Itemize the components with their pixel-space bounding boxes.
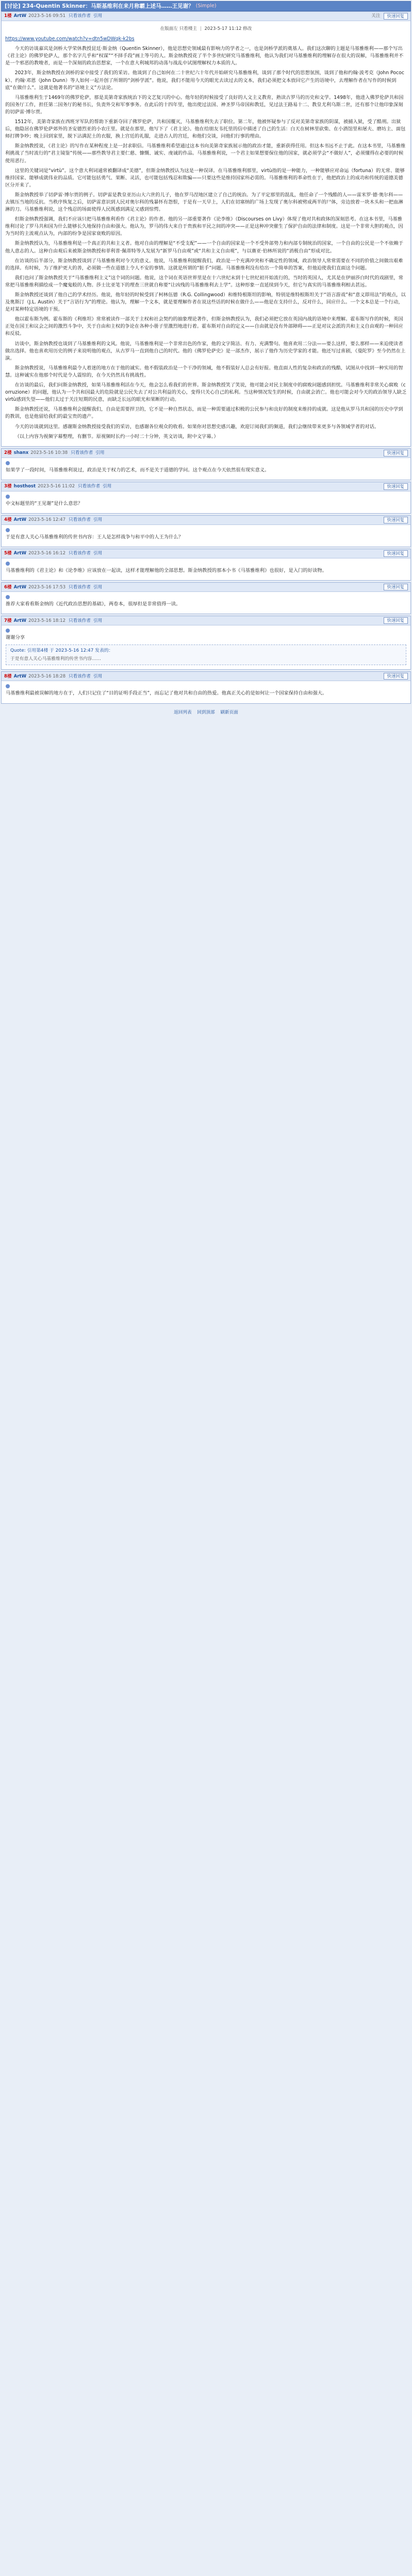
post-status-icon (6, 495, 10, 499)
reply-text: 马基雅维利的《君主论》和《论李维》应该放在一起读，这样才能理解他的全部思想。斯金纳教授的那本小书《马基雅维利》也很好，是入门的好读物。 (6, 567, 327, 573)
reply-post (1, 448, 411, 480)
only-author-link[interactable]: 只看该作者 (78, 484, 101, 489)
post-author[interactable]: ArtW (13, 618, 27, 623)
post-status-icon (6, 562, 10, 566)
post-content (5, 45, 407, 440)
post-body (2, 558, 410, 580)
refresh-link[interactable]: 刷新页面 (220, 709, 238, 715)
post-timestamp: 2023-5-16 09:51 (28, 13, 66, 19)
quote-head: Quote: 引用第4楼 于 2023-5-16 12:47 发表的： (10, 648, 113, 654)
post-icon-row (6, 461, 406, 465)
thread-title-bar (1, 1, 411, 11)
reply-post (1, 616, 411, 670)
post-header (2, 482, 410, 492)
post-paragraph: 访谈中，斯金纳教授也谈到了马基雅维利的文风。他说，马基雅维利是一个非常出色的作家，他的文字简洁、有力、充满警句。他喜欢用二分法——要么这样，要么那样——来迫使读者做出选择。他也喜欢用历史的例子来说明他的观点，从古罗马一直到他自己的时代。他的《佛罗伦萨史》是一部杰作，展示了他作为历史学家的才能。他还写过喜剧，《曼陀罗》至今仍然在上演。 (5, 341, 406, 361)
video-link[interactable]: https://www.youtube.com/watch?v=dtn5wDWqk-k2bs (5, 36, 135, 42)
post-meta: 在版面左 只看楼主 | 2023-5-17 11:12 修改 (160, 26, 252, 31)
quote-link[interactable]: 引用 (95, 450, 105, 456)
post-body (2, 681, 410, 703)
reply-post (1, 482, 411, 514)
only-author-link[interactable]: 只看该作者 (69, 618, 91, 623)
post-author[interactable]: ArtW (13, 13, 27, 19)
follow-link[interactable]: 关注 (371, 13, 381, 19)
post-header (2, 672, 410, 681)
reply-list (1, 448, 411, 704)
thread-container (1, 1, 411, 718)
post-author[interactable]: ArtW (13, 551, 27, 556)
post-floor-number: 5楼 (4, 551, 12, 556)
reply-post (1, 671, 411, 703)
reply-text: 如果学了一段时间，马基雅维利说过，政治是关于权力的艺术，而不是关于道德的学问。这个观点在今天依然很有现实意义。 (6, 467, 270, 473)
post-paragraph: 1512年，美第奇家族在西班牙军队的帮助下重新夺回了佛罗伦萨，共和国覆灭，马基雅维利失去了职位。第二年，他被怀疑参与了反对美第奇家族的阴谋，被捕入狱，受了酷刑。出狱后，他隐居在佛罗伦萨郊外的圣安德烈亚的小农庄里。就是在那里，他写下了《君主论》。他在给朋友韦托里的信中描述了自己的生活：白天在树林里砍柴、在小酒馆里和屠夫、磨坊主、面包师打牌争吵；晚上回到家里，脱下沾满泥土的衣服，换上宫廷的礼服，走进古人的宫廷，和他们交谈，问他们行事的理由。 (5, 119, 406, 140)
post-timestamp: 2023-5-16 10:38 (30, 450, 68, 456)
reply-post (1, 515, 411, 547)
post-timestamp: 2023-5-16 18:28 (28, 673, 66, 679)
post-paragraph: 在访谈的最后，我们问斯金纳教授，如果马基雅维利活在今天，他会怎么看我们的世界。斯金纳教授笑了笑说，他可能会对民主制度中的腐败问题感到担忧。马基雅维利非常关心腐败（corruzione）的问题，他认为一个共和国最大的危险就是公民失去了对公共利益的关心，变得只关心自己的私利。当这种情况发生的时候，自由就会消亡。他也可能会对今天的政治领导人缺乏virtù感到失望——他们太过于关注短期的民意，而缺乏长远的眼光和果断的行动。 (5, 382, 407, 403)
quote-link[interactable]: 引用 (93, 618, 103, 623)
post-author[interactable]: shanx (13, 450, 29, 456)
reply-text: 谢谢分享 (6, 635, 25, 641)
post-body (2, 525, 410, 547)
post-meta-edited: 2023-5-17 11:12 修改 (204, 26, 252, 31)
quote-link[interactable]: 引用 (103, 484, 112, 489)
post-status-icon (6, 461, 10, 465)
post-paragraph: 斯金纳教授还说，马基雅维利会提醒我们，自由是需要捍卫的，它不是一种自然状态，而是一种需要通过积极的公民参与和良好的制度来维持的成就。这是他从罗马共和国的历史中学到的教训，也是他留给我们的最宝贵的遗产。 (5, 406, 403, 420)
post-paragraph: 斯金纳教授说，《君主论》的写作在某种程度上是一封求职信。马基雅维利希望通过这本书向美第奇家族展示他的政治才能，重新获得任用。但这本书远不止于此。在这本书里，马基雅维利挑战了当时流行的“君主镜鉴”传统——那些教导君主要仁慈、慷慨、诚实、虔诚的作品。马基雅维利说，一个君主如果想要保住他的国家，就必须学会“不做好人”，必须懂得在必要的时候使用恶行。 (5, 143, 406, 164)
post-floor-number: 7楼 (4, 618, 12, 623)
post-status-icon (6, 595, 10, 599)
post-floor-number: 1楼 (4, 13, 12, 19)
post-paragraph: 斯金纳教授举了切萨雷·博尔贾的例子。切萨雷是教皇亚历山大六世的儿子，他在罗马涅地区建立了自己的统治。为了平定那里的混乱，他任命了一个残酷的人——雷米罗·德·奥尔科——去镇压当地的反抗。当秩序恢复之后，切萨雷意识到人民对奥尔科的残暴怀有怨恨，于是有一天早上，人们在切塞纳的广场上发现了奥尔科被劈成两半的尸体，旁边放着一块木头和一把血淋淋的刀。马基雅维利说，这个残忍的场面使得人民既感到满足又感到惊愕。 (5, 192, 403, 213)
post-timestamp: 2023-5-16 18:12 (28, 618, 66, 623)
quick-reply-button[interactable]: 快速回复 (384, 13, 408, 20)
post-paragraph: 我们也问了斯金纳教授关于“马基雅维利主义”这个词的问题。他说，这个词在英语世界里是在十六世纪末到十七世纪初开始流行的，当时的英国人，尤其是在伊丽莎白时代的戏剧里，常常把马基雅维利描绘成一个魔鬼般的人物。莎士比亚笔下的理查三世就自称要“让凶残的马基雅维利去上学”。这种形象一直延续到今天，但它与真实的马基雅维利相去甚远。 (5, 275, 403, 288)
post-icon-row (6, 528, 406, 532)
post-icon-row (6, 495, 406, 499)
post-timestamp: 2023-5-16 16:12 (28, 551, 66, 556)
post-header (2, 616, 410, 625)
quick-reply-button[interactable]: 快速回复 (384, 673, 408, 680)
post-paragraph: （以上内容为视频字幕整理，有删节。原视频时长约一小时二十分钟，英文访谈，附中文字幕。） (14, 433, 219, 439)
post-status-icon (6, 629, 10, 633)
quote-link[interactable]: 引用 (93, 551, 103, 556)
quick-reply-button[interactable]: 快速回复 (384, 584, 408, 590)
post-body (2, 458, 410, 480)
quote-link[interactable]: 引用 (93, 517, 103, 523)
quick-reply-button[interactable]: 快速回复 (384, 483, 408, 490)
post-body (2, 21, 410, 446)
quick-reply-button[interactable]: 快速回复 (384, 617, 408, 624)
post-icon-row (6, 595, 406, 599)
post-paragraph: 斯金纳教授说，马基雅维利最令人着迷的地方在于他的诚实。他不假装政治是一个干净的领域，他不假装好人总会有好报。他直面人性的复杂和政治的残酷，试图从中找到一种实用的智慧。这种诚实在他那个时代是令人震惊的，在今天仍然具有挑战性。 (5, 365, 403, 378)
reply-post (1, 549, 411, 581)
quick-reply-button[interactable]: 快速回复 (384, 517, 408, 523)
quote-link[interactable]: 引用 (93, 673, 103, 679)
post-floor-number: 8楼 (4, 673, 12, 679)
post-header (2, 516, 410, 525)
quote-link[interactable]: 引用 (93, 13, 103, 19)
post-author[interactable]: ArtW (13, 584, 27, 590)
post-status-icon (6, 684, 10, 688)
main-post (1, 11, 411, 447)
post-paragraph: 他以霍布斯为例。霍布斯的《利维坦》常常被读作一部关于主权和社会契约的抽象理论著作，但斯金纳教授认为，我们必须把它放在英国内战的语境中来理解。霍布斯写作的时候，英国正处在国王和议会之间的激烈斗争中，关于自由和主权的争论在各种小册子里激烈地进行着。霍布斯对自由的定义——自由就是没有外部障碍——正是对议会派的共和主义自由观的一种回应和反驳。 (5, 316, 403, 337)
quick-reply-button[interactable]: 快速回复 (384, 550, 408, 557)
post-paragraph: 马基雅维利生于1469年的佛罗伦萨，那是美第奇家族统治下的文艺复兴的中心。他年轻的时候接受了良好的人文主义教育，熟读古罗马的历史和文学。1498年，他进入佛罗伦萨共和国的国务厅工作，担任第二国务厅的秘书长，负责外交和军事事务。在此后的十四年里，他出使过法国、神圣罗马帝国和教廷，见过法王路易十二、教皇尤利乌斯二世，还有那个让他印象深刻的切萨雷·博尔贾。 (5, 94, 404, 115)
post-timestamp: 2023-5-16 11:02 (38, 484, 75, 489)
quote-body: 于是有意人关心马基雅维利的传世书内容…… (10, 656, 101, 662)
post-author[interactable]: hosthost (13, 484, 36, 489)
post-paragraph: 这里的关键词是“virtù”。这个意大利词通常被翻译成“美德”，但斯金纳教授认为这是一种误译。在马基雅维利那里，virtù指的是一种能力，一种能够应对命运（fortuna）的无常、能够维持国家、能够成就伟业的品质。它可能包括勇气、果断、灵活，也可能包括残忍和欺骗——只要这些是维持国家所必需的。马基雅维利的革命性在于，他把政治上的成功和传统的道德美德区分开来了。 (5, 167, 405, 188)
post-floor-number: 4楼 (4, 517, 12, 523)
post-paragraph: 斯金纳教授还谈到了他自己的学术经历。他说，他年轻的时候受到了柯林伍德（R.G. Collingwood）和维特根斯坦的影响，特别是维特根斯坦关于“语言游戏”和“意义即用法”的观点，以及奥斯汀（J.L. Austin）关于“言语行为”的理论。他认为，理解一个文本，就是要理解作者在说这些话的时候在做什么——他是在支持什么，反对什么，回应什么。一个文本总是一个行动，是对某种特定语境的干预。 (5, 292, 406, 313)
post-icon-row (6, 684, 406, 688)
reply-text: 于是有意人关心马基雅维利的传世书内容：王人是怎样战争与和平中的人王为什么？ (6, 534, 183, 540)
reply-text: 马基雅维利最被误解的地方在于，人们只记住了“目的证明手段正当”，而忘记了他对共和自由的热爱。他真正关心的是如何让一个国家保持自由和强大。 (6, 690, 327, 697)
post-body (2, 625, 410, 669)
thread-tag: (Simple) (195, 3, 217, 9)
reply-post (1, 582, 411, 614)
post-icon-row (6, 629, 406, 633)
only-author-link[interactable]: 只看该作者 (69, 673, 91, 679)
post-author[interactable]: ArtW (13, 517, 27, 523)
post-meta-view[interactable]: 在版面左 只看楼主 (160, 26, 197, 31)
post-floor-number: 6楼 (4, 584, 12, 590)
quick-reply-button[interactable]: 快速回复 (384, 450, 408, 456)
quote-link[interactable]: 引用 (93, 584, 103, 590)
reply-text: 中文标题里的“王见谢”是什么意思？ (6, 500, 83, 506)
post-status-icon (6, 528, 10, 532)
only-author-link[interactable]: 只看该作者 (69, 551, 91, 556)
post-icon-row (6, 562, 406, 566)
post-header (2, 449, 410, 458)
only-author-link[interactable]: 只看该作者 (69, 13, 91, 19)
quote-block (6, 645, 406, 665)
back-to-top-link[interactable]: 回到顶部 (197, 709, 215, 715)
post-header (2, 549, 410, 558)
post-body (2, 492, 410, 513)
footer-links (1, 707, 411, 718)
back-to-list-link[interactable]: 返回列表 (174, 709, 192, 715)
post-body (2, 592, 410, 614)
post-floor-number: 3楼 (4, 484, 12, 489)
only-author-link[interactable]: 只看该作者 (69, 584, 91, 590)
post-header (2, 12, 410, 21)
post-paragraph: 但斯金纳教授强调，我们不应该只把马基雅维利看作《君主论》的作者。他的另一部重要著作《论李维》（Discourses on Livy）体现了他对共和政体的深刻思考。在这本书里，马基雅维利讨论了罗马共和国为什么能够长久地保持自由和强大。他认为，罗马的伟大来自于贵族和平民之间的冲突——正是这种冲突催生了保护自由的法律和制度。这是一个非常大胆的观点，因为当时的主流观点认为，内部的纷争是国家衰败的原因。 (5, 216, 403, 237)
post-paragraph: 在访谈的后半部分，斯金纳教授谈到了马基雅维利对今天的意义。他说，马基雅维利提醒我们，政治是一个充满冲突和不确定性的领域，政治领导人常常需要在不同的价值之间做出艰难的选择。有时候，为了维护更大的善，必须做一些在道德上令人不安的事情。这就是所谓的“脏手”问题。马基雅维利没有给出一个简单的答案，但他迫使我们直面这个问题。 (5, 258, 403, 271)
post-paragraph: 2023年，斯金纳教授在剑桥的家中接受了我们的采访。他谈到了自己如何在二十世纪六十年代开始研究马基雅维利，谈到了那个时代的思想氛围，谈到了他和约翰·波考克（John Pocock）、约翰·邓恩（John Dunn）等人如何一起开创了所谓的“剑桥学派”。他说，我们不能用今天的眼光去读过去的文本，我们必须把文本放回它产生的语境中，去理解作者在写作的时候到底“在做什么”。这就是他著名的“语境主义”方法论。 (5, 70, 404, 91)
reply-text: 推荐大家看看斯金纳的《近代政治思想的基础》，两卷本，很厚但是非常值得一读。 (6, 601, 181, 607)
post-timestamp: 2023-5-16 17:53 (28, 584, 66, 590)
post-paragraph: 今天的访谈就到这里。感谢斯金纳教授接受我们的采访，也感谢各位观众的收看。如果你对思想史感兴趣，欢迎订阅我们的频道，我们会继续带来更多与各领域学者的对话。 (14, 423, 380, 430)
post-floor-number: 2楼 (4, 450, 12, 456)
only-author-link[interactable]: 只看该作者 (71, 450, 93, 456)
post-author[interactable]: ArtW (13, 673, 27, 679)
post-timestamp: 2023-5-16 12:47 (28, 517, 66, 523)
only-author-link[interactable]: 只看该作者 (69, 517, 91, 523)
post-paragraph: 今天的访谈嘉宾是剑桥大学荣休教授昆廷·斯金纳（Quentin Skinner），他是思想史领域最有影响力的学者之一，也是剑桥学派的奠基人。我们这次聊的主题是马基雅维利——那个写出《君主论》的佛罗伦萨人，那个名字几乎和“权谋”“不择手段”画上等号的人。斯金纳教授花了半个多世纪研究马基雅维利，他认为我们对马基雅维利的理解存在很大的误解，马基雅维利并不是一个邪恶的教唆者，而是一个深刻的政治思想家，一个在意大利城邦的动荡与战乱中试图理解权力本质的人。 (5, 46, 404, 66)
thread-title: [讨论] 234-Quentin Skinner：马斯基维利在来月称霸上述马……王见谢？ (5, 3, 194, 9)
post-paragraph: 斯金纳教授认为，马基雅维利是一个真正的共和主义者。他对自由的理解是“不受支配”——一个自由的国家是一个不受外部势力和内部专制统治的国家，一个自由的公民是一个不依赖于他人意志的人。这种自由观后来被斯金纳教授和菲利普·佩蒂特等人发展为“新罗马自由观”或“共和主义自由观”，与以赛亚·伯林所说的“消极自由”形成对比。 (5, 241, 403, 254)
post-header (2, 583, 410, 592)
